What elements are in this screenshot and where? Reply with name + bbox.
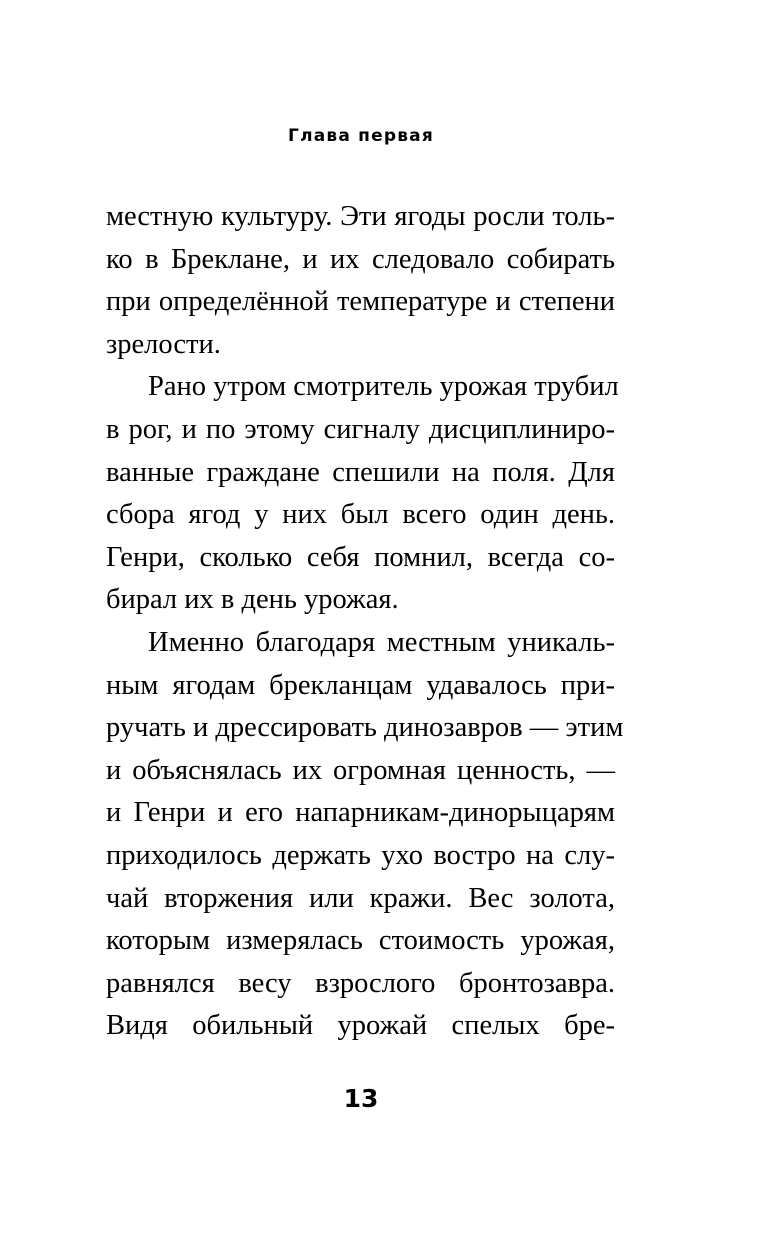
text-line: сбора ягод у них был всего один день. <box>106 499 615 531</box>
text-line: чай вторжения или кражи. Вес золота, <box>106 882 615 914</box>
text-line: ным ягодам брекланцам удавалось при- <box>106 669 615 701</box>
text-line: Видя обильный урожай спелых бре- <box>106 1010 615 1042</box>
text-line: равнялся весу взрослого бронтозавра. <box>106 967 615 999</box>
text-line: Генри, сколько себя помнил, всегда со- <box>106 541 615 573</box>
text-line: Рано утром смотритель урожая трубил <box>148 371 619 403</box>
chapter-running-head: Глава первая <box>288 126 434 146</box>
text-line: Именно благодаря местным уникаль- <box>148 626 615 658</box>
text-line: ко в Бреклане, и их следовало собирать <box>106 243 615 275</box>
text-line: ванные граждане спешили на поля. Для <box>106 456 615 488</box>
text-line: в рог, и по этому сигналу дисциплиниро- <box>106 413 615 445</box>
body-text <box>106 196 624 1048</box>
text-line: местную культуру. Эти ягоды росли толь- <box>106 201 615 232</box>
text-line: которым измерялась стоимость урожая, <box>106 925 615 957</box>
page-number: 13 <box>343 1084 379 1113</box>
text-line: приходилось держать ухо востро на слу- <box>106 839 615 871</box>
text-line: и объяснялась их огромная ценность, — <box>106 754 615 786</box>
text-line: и Генри и его напарникам-динорыцарям <box>106 797 615 829</box>
text-line: при определённой температуре и степени <box>106 286 615 318</box>
text-line: зрелости. <box>106 328 221 360</box>
text-line: ручать и дрессировать динозавров — этим <box>106 712 624 744</box>
text-line: бирал их в день урожая. <box>106 584 399 616</box>
